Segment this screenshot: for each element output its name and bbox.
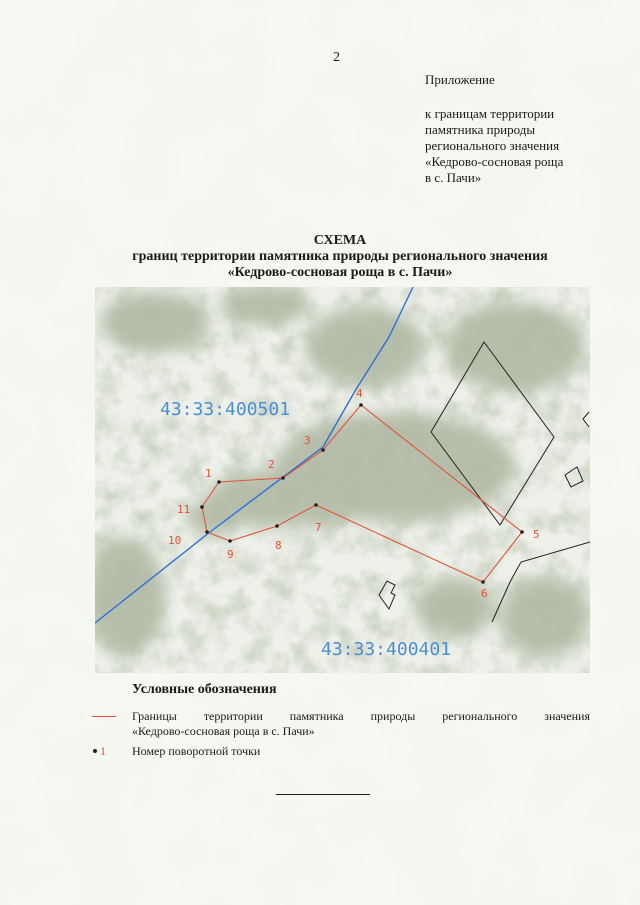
turning-point xyxy=(321,448,325,452)
appendix-line: памятника природы xyxy=(425,122,536,137)
point-dot-icon xyxy=(93,749,97,753)
turning-point xyxy=(314,503,318,507)
page-number: 2 xyxy=(333,50,340,65)
appendix-block xyxy=(425,72,625,186)
scheme-subtitle: «Кедрово-сосновая роща в с. Пачи» xyxy=(227,265,453,280)
turning-point xyxy=(520,530,524,534)
satellite-map xyxy=(95,287,590,673)
point-label-8: 8 xyxy=(275,539,282,552)
turning-point xyxy=(205,530,209,534)
turning-point xyxy=(359,403,363,407)
legend-title: Условные обозначения xyxy=(132,682,277,697)
legend-boundary-text-cont: «Кедрово-сосновая роща в с. Пачи» xyxy=(132,724,315,738)
point-label-1: 1 xyxy=(205,467,212,480)
turning-point xyxy=(228,539,232,543)
point-label-3: 3 xyxy=(304,434,311,447)
point-label-9: 9 xyxy=(227,548,234,561)
point-label-6: 6 xyxy=(481,587,488,600)
turning-point xyxy=(281,476,285,480)
scheme-subtitle: границ территории памятника природы регионального значения xyxy=(132,249,548,264)
point-label-10: 10 xyxy=(168,534,182,547)
turning-point xyxy=(217,480,221,484)
point-label-11: 11 xyxy=(177,503,191,516)
legend-boundary-text: Границы территории памятника природы регионального значения xyxy=(132,709,590,723)
signature-line xyxy=(276,794,370,795)
appendix-line: к границам территории xyxy=(425,106,555,121)
turning-point xyxy=(275,524,279,528)
scheme-heading xyxy=(60,233,620,281)
cadastral-label-south: 43:33:400401 xyxy=(321,639,452,660)
boundary-line-swatch xyxy=(92,716,116,717)
legend-point-sample: 1 xyxy=(100,744,106,758)
scheme-title: СХЕМА xyxy=(313,233,367,248)
legend-point-text: Номер поворотной точки xyxy=(132,744,261,758)
turning-point xyxy=(200,505,204,509)
appendix-line: «Кедрово-сосновая роща xyxy=(425,154,564,169)
appendix-title: Приложение xyxy=(425,72,495,87)
turning-point xyxy=(481,580,485,584)
cadastral-label-north: 43:33:400501 xyxy=(160,399,291,420)
point-label-2: 2 xyxy=(268,458,275,471)
point-label-4: 4 xyxy=(356,387,363,400)
point-label-5: 5 xyxy=(533,528,540,541)
point-label-7: 7 xyxy=(315,521,322,534)
appendix-line: регионального значения xyxy=(425,138,560,153)
appendix-line: в с. Пачи» xyxy=(425,170,482,185)
